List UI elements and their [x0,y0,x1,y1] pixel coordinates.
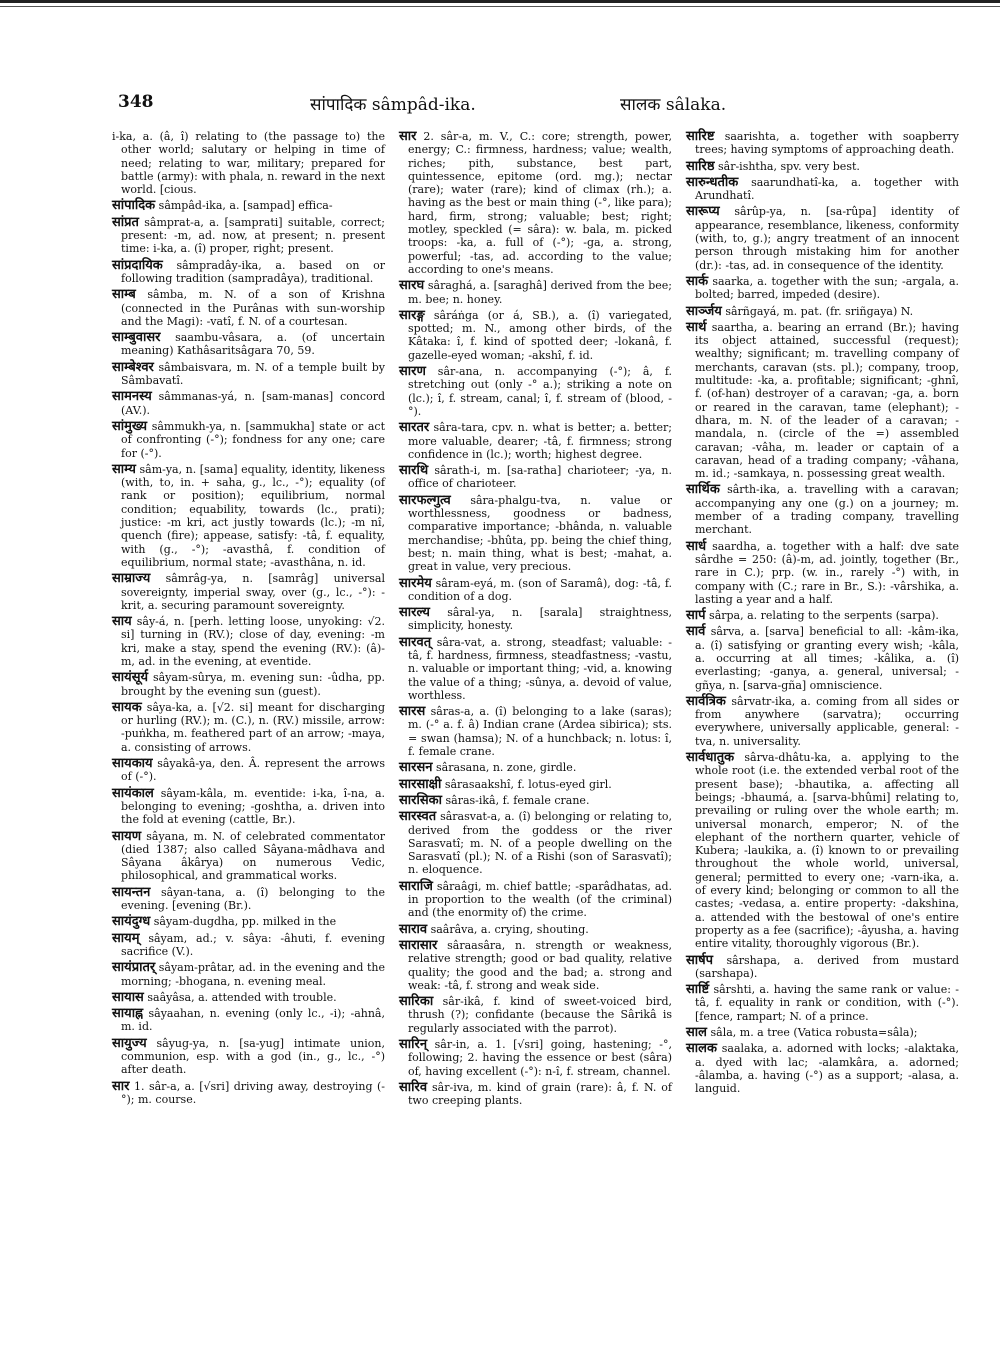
dictionary-entry [399,880,672,920]
entry-headword: सायक [112,699,142,715]
entry-text: sâya-ka, a. [√2. si] meant for discharging or hurling (RV.); m. (C.), n. (RV.) missile, arrow: -puṅkha, m. feathered part of an arrow; -maya, a. consisting of arrows. [121,700,386,754]
page-header [112,92,960,122]
page-number: 348 [118,92,154,112]
dictionary-entry [686,176,959,203]
entry-text: saarka, a. together with the sun; -argala, a. bolted; barred, impeded (desire). [695,274,959,302]
top-rule [0,0,1000,10]
entry-text: saarundhatî-ka, a. together with Arundhatî. [695,175,959,203]
entry-text: sâmrâg-ya, n. [samrâg] universal sovereignty, imperial sway, over (g., lc., -°): -krit, a. securing paramount sovereignty. [121,572,386,612]
entry-headword: सायंप्रातर् [112,960,156,976]
entry-text: sâraasâra, n. strength or weakness, relative strength; good or bad quality, relative quality; the good and the bad; a. strong and weak: -tâ, f. strong and weak side. [408,938,672,992]
entry-text: sâmbaisvara, m. N. of a temple built by Sâmbavatî. [121,360,386,388]
entry-text: sâyam, ad.; v. sâya: -âhuti, f. evening sacrifice (V.). [121,931,386,958]
dictionary-entry [686,609,959,622]
dictionary-entry [112,420,385,460]
entry-headword: सार्व [686,624,706,640]
dictionary-entry [112,216,385,256]
dictionary-entry [112,331,385,358]
entry-headword: सार्थिक [686,482,720,498]
entry-headword: सायंसूर्य [112,670,149,686]
dictionary-entry [112,361,385,388]
dictionary-entry [686,275,959,302]
entry-text: sârñgayá, m. pat. (fr. sriñgaya) N. [725,304,914,318]
entry-headword: सार्वधातुक [686,750,735,766]
entry-text: sâmpradây-ika, a. based on or following tradition (sampradâya), traditional. [121,258,385,285]
left-running-head: सांपादिक sâmpâd-ika. [310,95,476,115]
entry-headword: सारूप्य [686,204,720,220]
dictionary-entry [399,778,672,791]
entry-headword: सायकाय [112,756,153,772]
dictionary-page [112,92,960,1110]
dictionary-entry [399,636,672,702]
entry-headword: सार [399,129,417,144]
entry-text: sâyan-tana, a. (î) belonging to the evening. [evening (Br.). [121,885,385,913]
entry-headword: सारुन्धतीक [686,174,739,190]
entry-headword: सारवत् [399,634,432,650]
entry-text: saartha, a. bearing an errand (Br.); having its object attained, successful (request); wealthy; significant; m. travelling company of merchants, caravan (sts. pl.); company, troop, multitude: -ka, a. profitable; significant; -ghnî, f. (of-han) destroyer of a caravan; -ga, a. born or reared in the caravan, tame (elephant); -dhara, m. N. of the leader of a caravan; -mandala, n. (circle of the =) assembled caravan; -vâha, m. leader or captain of a caravan, head of a trading company; -vâhana, m. id.; -samkaya, n. possessing great wealth. [695,320,960,481]
entry-text: sâras-ikâ, f. female crane. [445,793,590,807]
entry-text: sâyam-dugdha, pp. milked in the [153,915,337,929]
entry-text: sârva-dhâtu-ka, a. applying to the whole root (i.e. the extended verbal root of the present base); -bhautika, a. affecting all beings; -bhaumá, a. [sarva-bhûmi] relating to, prevailing or ruling over the whole earth; m. universal monarch, emperor; N. of the elephant of the northern quarter, vehicle of Kubera; -laukika, a. (î) known to or prevailing throughout the whole world, universal, general; permitted to every one; -varn-ika, a. of every kind; belonging or common to all the castes; -vedasa, a. entire property: -dakshina, a. attended with the bestowal of one's entire property as a fee (sacrifice); -âyusha, a. having entire vitality, thoroughly vigorous (Br.). [695,751,959,951]
dictionary-entry [399,923,672,936]
dictionary-entry [112,932,385,959]
dictionary-entry [112,130,385,196]
entry-text: sâyaahan, n. evening (only lc., -i); -ahnâ, m. id. [121,1007,385,1034]
entry-text: saarishta, a. together with soapberry trees; having symptoms of approaching death. [695,130,959,157]
entry-headword: सांपादिक [112,198,156,214]
entry-text: sârth-ika, a. travelling with a caravan; accompanying any one (g.) on a journey; m. member of a trading company, travelling merchant. [695,483,959,537]
entry-headword: सारल्य [399,605,430,621]
entry-headword: साम्य [112,461,136,477]
dictionary-entry [686,695,959,748]
entry-headword: सारसिका [399,792,442,808]
entry-text: sâmpâd-ika, a. [sampad] effica- [158,199,333,213]
dictionary-entry [686,540,959,606]
entry-text: sâmmukh-ya, n. [sammukha] state or act of confronting (-°); fondness for any one; care for (-°). [121,419,385,460]
entry-headword: सालक [686,1041,717,1057]
dictionary-entry [399,494,672,574]
dictionary-entry [686,305,959,318]
entry-text: sârasana, n. zone, girdle. [435,761,577,775]
dictionary-entry [399,464,672,491]
right-running-head: सालक sâlaka. [620,95,727,115]
entry-headword: सारासार [399,937,438,953]
entry-headword: सार्थ [686,319,707,335]
dictionary-entry [112,701,385,754]
entry-text: sâr-ishtha, spv. very best. [718,159,860,173]
entry-text: sâra-phalgu-tva, n. value or worthlessness, goodness or badness, comparative importance; -bhânda, n. valuable merchandise; -bhûta, pp. being the chief thing, best; n. main thing, what is best; -mahat, a. great in value, very precious. [408,493,672,574]
entry-text: saardha, a. together with a half: dve sate sârdhe = 250: (â)-m, ad. jointly, together (Br., rare in C.); prp. (w. in., rarely -°) with, in company with (C.; rare in Br., S.): -vârshika, a. lasting a year and a half. [695,539,960,606]
entry-text: sâras-a, a. (î) belonging to a lake (saras); m. (-° a. f. â) Indian crane (Ardea sibirica); sts. = swan (hamsa); N. of a hunchback; n. lotus: î, f. female crane. [408,705,672,759]
entry-text: sâyug-ya, n. [sa-yug] intimate union, communion, esp. with a god (in., g., lc., -°) after death. [121,1036,385,1077]
entry-text: sâra-tara, cpv. n. what is better; a. better; more valuable, dearer; -tâ, f. firmness; strong confidence in (lc.); worth; highest degree. [408,421,673,461]
entry-text: sâmba, m. N. of a son of Krishna (connected in the Purânas with sun-worship and the Magi): -vatî, f. N. of a courtesan. [121,288,386,328]
dictionary-entry [112,288,385,328]
entry-text: sâyana, m. N. of celebrated commentator (died 1387; also called Sâyana-mâdhava and Sâyana âkârya) on numerous Vedic, philosophical, and grammatical works. [121,829,386,883]
entry-text: sârshti, a. having the same rank or value: -tâ, f. equality in rank or condition, with (-°). [fence, rampart; N. of a prince. [695,983,959,1023]
entry-text: sârasaakshî, f. lotus-eyed girl. [444,777,612,791]
entry-headword: साम्बुवासर [112,330,161,346]
entry-headword: साराव [399,921,428,937]
dictionary-entry [112,615,385,668]
dictionary-entry [686,954,959,981]
entry-headword: सारसाक्षी [399,776,442,792]
entry-headword: सायण [112,828,142,844]
entry-text: sârshapa, a. derived from mustard (sarshapa). [695,953,959,980]
entry-headword: सांप्रत [112,214,139,230]
entry-text: sâr-iva, m. kind of grain (rare): â, f. N. of two creeping plants. [408,1080,672,1108]
dictionary-entry [399,279,672,306]
entry-text: 2. sâr-a, m. V., C.: core; strength, power, energy; C.: firmness, hardness; value; wealth, riches; pith, substance, best part, quintessence, epitome (ord. mg.); nectar (rare); water (rare); kind of climax (rh.); a. having as the best or main thing (-°, like para); hard, firm, strong; valuable; best; right; motley, speckled (= sâra): w. bala, m. picked troops: -ka, a. full of (-°); -ga, a. strong, powerful; -tas, ad. according to the value; according to one's means. [408,130,673,276]
entry-headword: सायम् [112,930,140,946]
dictionary-entry [686,1026,959,1039]
entry-text: saambu-vâsara, a. (of uncertain meaning) Kathâsaritsâgara 70, 59. [121,331,385,358]
dictionary-entry [112,199,385,212]
dictionary-entry [686,205,959,271]
dictionary-entry [112,830,385,883]
dictionary-entry [112,259,385,286]
dictionary-entry [112,390,385,417]
entry-headword: सायंकाल [112,785,154,801]
dictionary-entry [399,606,672,633]
entry-headword: साराजि [399,878,433,894]
dictionary-entry [399,995,672,1035]
entry-text: sâr-in, a. 1. [√sri] going, hastening; -°, following; 2. having the essence or best (sâra) of, having excellent (-°): n-î, f. stream, channel. [408,1038,672,1078]
dictionary-entry [112,1007,385,1034]
entry-headword: सायन्तन [112,884,151,900]
entry-text: sâr-ana, n. accompanying (-°); â, f. stretching out (only -° a.); striking a note on (lc.); î, f. stream, canal; î, f. stream of (blood, -°). [408,365,673,418]
dictionary-entry [399,309,672,362]
entry-text: sây-á, n. [perh. letting loose, unyoking: √2. si] turning in (RV.); close of day, evening: -m kri, make a stay, spend the evening (RV.): (â)-m, ad. in the evening, at eventide. [121,615,385,668]
entry-text: sâraghá, a. [saraghâ] derived from the bee; m. bee; n. honey. [408,279,673,306]
dictionary-entry [112,915,385,928]
entry-text: saârâva, a. crying, shouting. [430,922,589,936]
entry-text: sâmmanas-yá, n. [sam-manas] concord (AV.). [121,390,385,417]
entry-headword: सारमेय [399,575,432,591]
entry-text: saâyâsa, a. attended with trouble. [147,990,337,1004]
entry-headword: सार [112,1078,130,1094]
entry-text: sâráṅga (or á, SB.), a. (î) variegated, spotted; m. N., among other birds, of the Kâtaka: î, f. kind of spotted deer; -lokanâ, f. gazelle-eyed woman; -akshî, f. id. [408,308,672,362]
entry-headword: साम्बेश्वर [112,359,154,375]
entry-text: sârpa, a. relating to the serpents (sarpa). [709,609,939,623]
dictionary-entry [686,483,959,536]
entry-headword: सारङ्ग [399,307,425,323]
entry-headword: सांमुख्य [112,418,148,434]
dictionary-entry [399,705,672,758]
entry-text: sâm-ya, n. [sama] equality, identity, likeness (with, to, in. + saha, g., lc., -°); equality (of rank or position); equilibrium, normal condition; equability, towards (lc., prati); justice: -m kri, act justly towards (lc.); -m nî, quench (fire); appease, satisfy: -tâ, f. equality, with (g., -°); -avasthâ, f. condition of equilibrium, normal state; -avasthâna, n. id. [121,462,386,569]
entry-headword: सायंदुग्ध [112,914,151,930]
entry-headword: सारस [399,704,426,720]
column-3 [686,130,959,1110]
entry-headword: सारिष्ठ [686,158,715,174]
entry-headword: साल [686,1025,707,1040]
dictionary-entry [112,991,385,1004]
entry-headword: सारिष्ट [686,129,715,144]
entry-text: sâraâgi, m. chief battle; -sparâdhatas, ad. in proportion to the wealth (of the criminal) and (the enormity of) the crime. [408,879,672,920]
entry-headword: सार्ष्टि [686,982,710,998]
dictionary-entry [399,130,672,276]
entry-headword: सारघ [399,278,425,294]
entry-headword: सार्षप [686,952,714,968]
dictionary-entry [399,1038,672,1078]
entry-headword: सार्ध [686,538,707,554]
entry-text: sâram-eyá, m. (son of Saramâ), dog: -tâ, f. condition of a dog. [408,576,673,603]
entry-text: sârath-i, m. [sa-ratha] charioteer; -ya, n. office of charioteer. [408,464,672,491]
entry-headword: सायुज्य [112,1035,147,1051]
entry-headword: सायास [112,989,144,1005]
entry-headword: सार्ञ्जय [686,303,722,319]
entry-text: i-ka, a. (â, î) relating to (the passage to) the other world; salutary or helping in time of need; relating to war, military; prepared for battle (army): with phala, n. reward in the next world. [cious. [112,130,385,197]
entry-headword: सार्वत्रिक [686,693,726,709]
dictionary-entry [686,321,959,481]
entry-headword: सारस्वत [399,809,437,825]
column-2 [399,130,672,1110]
entry-headword: सारथि [399,463,429,479]
entry-headword: सामनस्य [112,389,152,405]
dictionary-entry [399,577,672,604]
dictionary-entry [686,160,959,173]
dictionary-entry [399,1081,672,1108]
dictionary-entry [112,1080,385,1107]
dictionary-entry [399,761,672,774]
entry-headword: सारफल्गुत्व [399,492,451,508]
entry-text: sâla, m. a tree (Vatica robusta=sâla); [710,1026,918,1039]
entry-headword: सारिव [399,1079,428,1095]
dictionary-entry [112,757,385,784]
entry-headword: सार्प [686,608,706,624]
entry-text: sâr-ikâ, f. kind of sweet-voiced bird, thrush (?); confidante (because the Sârikâ is regularly associated with the parrot). [408,995,673,1035]
entry-text: sâra-vat, a. strong, steadfast; valuable: -tâ, f. hardness, firmness, steadfastness; -vastu, n. valuable or important thing; -vid, a. knowing the value of a thing; -sûnya, a. devoid of value, worthless. [408,635,672,702]
dictionary-entry [686,130,959,157]
dictionary-entry [112,787,385,827]
entry-headword: साम्ब [112,287,136,303]
entry-text: sâyam-sûrya, m. evening sun: -ûdha, pp. brought by the evening sun (guest). [121,671,385,698]
entry-text: sâyam-kâla, m. eventide: i-ka, î-na, a. belonging to evening; -goshtha, a. driven into the fold at evening (cattle, Br.). [121,786,386,827]
dictionary-entry [686,1042,959,1095]
entry-text: sârûp-ya, n. [sa-rûpa] identity of appearance, resemblance, likeness, conformity (with, to, g.); angry treatment of an innocent person through mistaking him for another (dr.): -tas, ad. in consequence of the identity. [695,205,959,272]
entry-headword: साम्राज्य [112,571,151,587]
entry-text: sâyam-prâtar, ad. in the evening and the morning; -bhogana, n. evening meal. [121,961,385,988]
entry-headword: सारतर [399,420,430,436]
entry-text: sâral-ya, n. [sarala] straightness, simplicity, honesty. [408,606,672,633]
entry-text: 1. sâr-a, a. [√sri] driving away, destroying (-°); m. course. [121,1079,385,1106]
entry-headword: सायाह्न [112,1006,144,1022]
entry-headword: सारण [399,364,426,380]
entry-headword: सांप्रदायिक [112,257,163,273]
dictionary-entry [112,463,385,569]
entry-text: sârva, a. [sarva] beneficial to all: -kâm-ika, a. (î) satisfying or granting every wish; -kâla, a. occurring at all times; -kâlika, a. (î) everlasting; -ganya, a. general, universal; -gñya, n. [sarva-gña] omniscience. [695,625,959,692]
dictionary-entry [399,365,672,418]
dictionary-entry [112,961,385,988]
entry-text: sârasvat-a, a. (î) belonging or relating to, derived from the goddess or the river Sarasvatî; m. N. of a people dwelling on the Sarasvatî (pl.); N. of a Rishi (son of Sarasvatî); n. eloquence. [408,810,673,877]
dictionary-entry [399,421,672,461]
entry-headword: सारिका [399,994,434,1010]
dictionary-entry [112,1037,385,1077]
entry-text: sâyakâ-ya, den. Â. represent the arrows of (-°). [121,757,385,784]
dictionary-entry [686,625,959,691]
entry-text: sârvatr-ika, a. coming from all sides or from anywhere (sarvatra); occurring everywhere, universally applicable, general: -tva, n. universality. [695,694,960,748]
column-1 [112,130,385,1110]
entry-headword: सार्क [686,273,709,289]
columns [112,130,960,1110]
entry-text: sâmprat-a, a. [samprati] suitable, correct; present: -m, ad. now, at present; n. present time: i-ka, a. (î) proper, right; present. [121,215,385,256]
dictionary-entry [686,751,959,950]
dictionary-entry [686,983,959,1023]
dictionary-entry [112,671,385,698]
dictionary-entry [112,886,385,913]
entry-headword: साय [112,614,132,630]
dictionary-entry [399,939,672,992]
entry-headword: सारिन् [399,1037,428,1052]
entry-headword: सारसन [399,760,433,776]
dictionary-entry [399,810,672,876]
dictionary-entry [112,572,385,612]
dictionary-entry [399,794,672,807]
entry-text: saalaka, a. adorned with locks; -alaktaka, a. dyed with lac; -alamkâra, a. adorned; -âlamba, a. having (-°) as a support; -alasa, a. languid. [695,1042,959,1096]
